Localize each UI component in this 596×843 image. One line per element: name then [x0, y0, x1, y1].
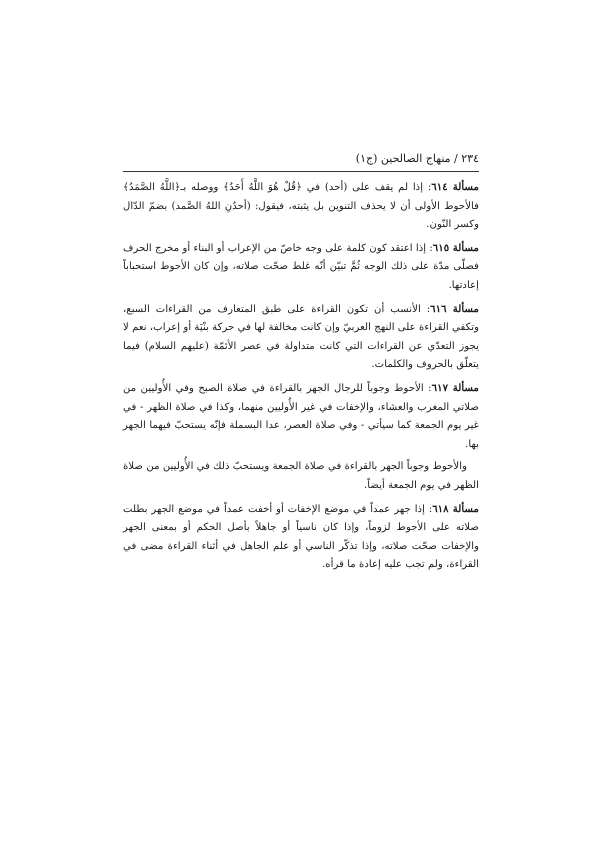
header-divider [123, 171, 479, 172]
question-label: مسألة ٦١٤ [431, 181, 479, 193]
question-label: مسألة ٦١٨ [432, 502, 479, 515]
paragraph-continuation [123, 458, 479, 495]
paragraph-text: والأحوط وجوباً الجهر بالقراءة في صلاة الجمعة ويستحبّ ذلك في الأُوليين من صلاة الظهر في يوم الجمعة أيضاً. [123, 461, 479, 491]
question-text: : الأنسب أن تكون القراءة على طبق المتعارف من القراءات السبع، وتكفي القراءة على النهج العربيّ وإن كانت مخالفة لها في حركة بنْيَة أو إعراب، نعم لا يجوز التعدّي عن القراءات التي كانت متداولة في عصر الأئمّة (عليهم السلام) فيما يتعلّق بالحروف والكلمات. [123, 303, 479, 371]
question-text: : إذا اعتقد كون كلمة على وجه خاصّ من الإعراب أو البناء أو مخرج الحرف فصلّى مدّة على ذلك الوجه ثُمَّ تبيّن أنّه غلط صحّت صلاته، وإن كان الأحوط استحباباً إعادتها. [123, 242, 479, 291]
running-header: ٢٣٤ / منهاج الصالحين (ج١) [355, 152, 479, 165]
question-618 [123, 500, 479, 575]
question-label: مسألة ٦١٦ [430, 302, 480, 315]
question-614 [123, 178, 479, 235]
question-text: : الأحوط وجوباً للرجال الجهر بالقراءة في صلاة الصبح وفي الأُوليين من صلاتي المغرب والعشاء، والإخفات في غير الأُوليين منهما، وكذا في صلاة الظهر - في غير يوم الجمعة كما سيأتي - وفي صلاة العصر، عدا البسملة فإنّه يستحبّ فيهما الجهر بها. [123, 382, 479, 450]
question-text: : إذا لم يقف على (أحد) في ﴿قُلْ هُوَ اللَّهُ أَحَدٌ﴾ ووصله بـ﴿اللَّهُ الصَّمَدُ﴾ فالأحوط الأولى أن لا يحذف التنوين بل يثبته، فيقول: (أحدُنِ اللهُ الصَّمد) بضمّ الدّال وكسر النّون. [123, 182, 479, 231]
question-label: مسألة ٦١٧ [431, 381, 479, 394]
question-text: : إذا جهر عمداً في موضع الإخفات أو أخفت عمداً في موضع الجهر بطلت صلاته على الأحوط لزوماً، وإذا كان ناسياً أو جاهلاً بأصل الحكم أو بمعنى الجهر والإخفات صحّت صلاته، وإذا تذكّر الناسي أو علم الجاهل في أثناء القراءة مضى في القراءة، ولم تجب عليه إعادة ما قرأه. [123, 503, 479, 571]
question-616 [123, 300, 479, 375]
question-label: مسألة ٦١٥ [432, 241, 479, 254]
question-615 [123, 239, 479, 296]
question-617 [123, 379, 479, 454]
page-body [123, 178, 479, 579]
